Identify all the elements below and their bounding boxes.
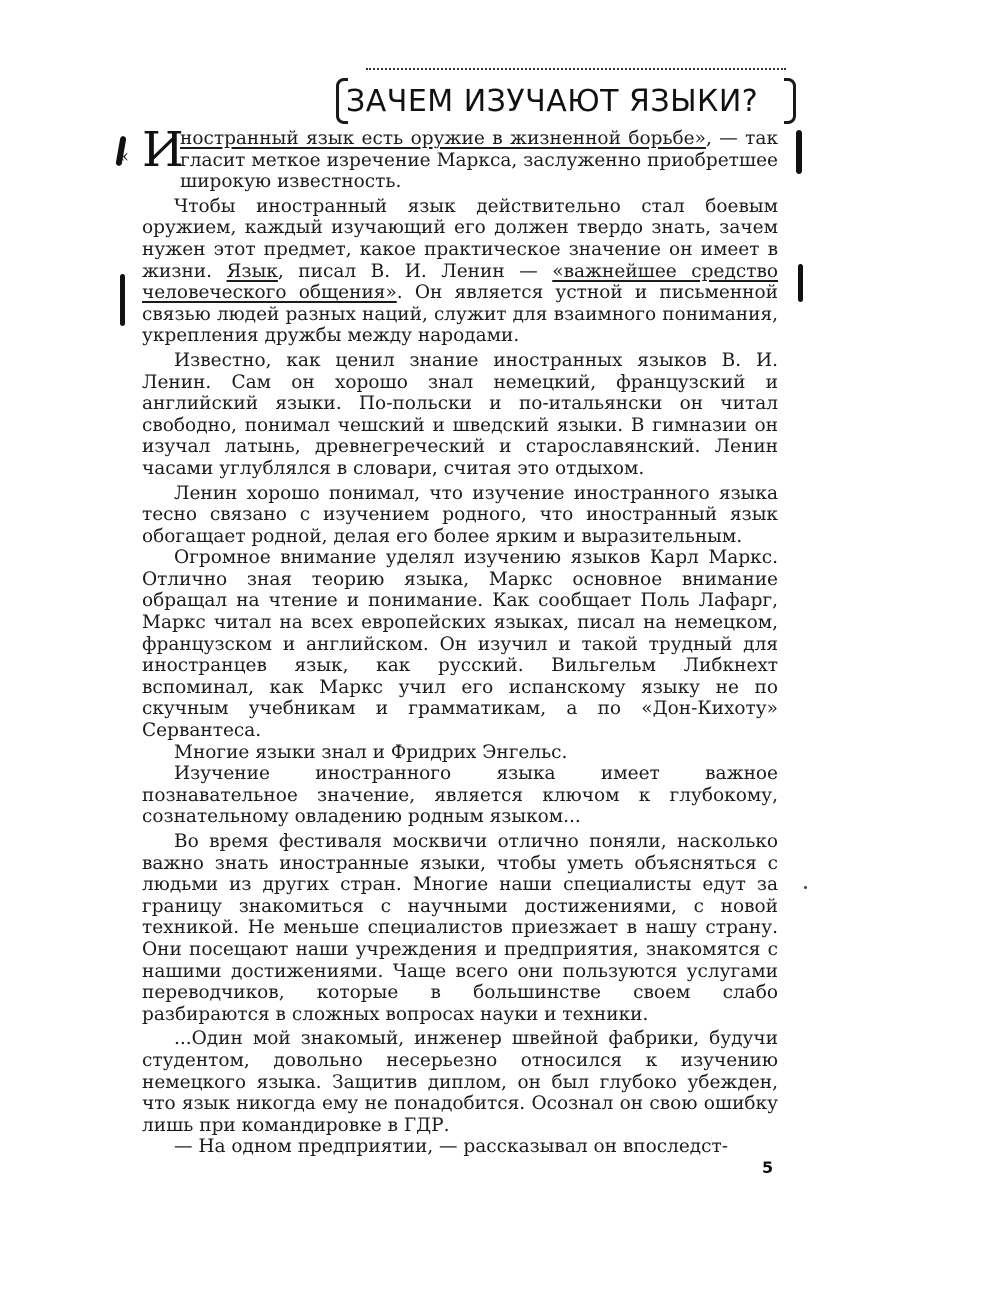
paragraph-2-end: . Он является устной и письменной связью людей разных наций, служит для взаимного понимания, укрепления дружбы между народами. xyxy=(142,282,778,347)
paragraph-3: Известно, как ценил знание иностранных языков В. И. Ленин. Сам он хорошо знал немецкий, французский и английский языки. По-польски и по-итальянски он читал свободно, понимал чешский и шведский языки. В гимназии он изучал латынь, древнегреческий и старославянский. Ленин часами углублялся в словари, считая это отдыхом. xyxy=(142,349,778,479)
title-right-bracket-mark xyxy=(784,78,796,124)
chapter-title: ЗАЧЕМ ИЗУЧАЮТ ЯЗЫКИ? xyxy=(346,84,759,119)
paragraph-6: Многие языки знал и Фридрих Энгельс. xyxy=(174,741,568,763)
body-text xyxy=(118,122,779,1158)
chapter-title-block xyxy=(336,76,796,128)
paragraph-4: Ленин хорошо понимал, что изучение иностранного языка тесно связано с изучением родного, что иностранный язык обогащает родной, делая его более ярким и выразительным. xyxy=(142,482,778,547)
underlined-word: Язык xyxy=(226,260,278,282)
paragraph-9: ...Один мой знакомый, инженер швейной фабрики, будучи студентом, довольно несерьезно относился к изучению немецкого языка. Защитив диплом, он был глубоко убежден, что язык никогда ему не понадобится. Осознал он свою ошибку лишь при командировке в ГДР. xyxy=(142,1028,778,1136)
margin-mark-right-2 xyxy=(798,264,803,302)
paragraph-1 xyxy=(118,122,779,193)
paragraph-10: — На одном предприятии, — рассказывал он впоследст- xyxy=(174,1136,729,1158)
paragraph-1-rest: , — так гласит меткое изречение Маркса, заслуженно приобретшее широкую известность. xyxy=(180,128,779,193)
underlined-lenin-quote: «важнейшее средство человеческого общения» xyxy=(142,260,778,304)
paragraph-2-mid: , писал В. И. Ленин — xyxy=(277,260,553,282)
paragraph-7: Изучение иностранного языка имеет важное познавательное значение, является ключом к глубокому, сознательному овладению родным языком... xyxy=(142,763,778,828)
drop-cap: И xyxy=(142,122,184,178)
print-speck xyxy=(804,886,807,889)
paragraph-2-start: Чтобы иностранный язык действительно стал боевым оружием, каждый изучающий его должен твердо знать, зачем нужен этот предмет, какое практическое значение он имеет в жизни. xyxy=(142,195,778,282)
margin-mark-left-2 xyxy=(120,274,125,326)
page-number: 5 xyxy=(762,1158,774,1177)
underlined-quote: ностранный язык есть оружие в жизненной борьбе» xyxy=(180,128,706,149)
paragraph-2 xyxy=(142,196,778,347)
opening-quote-mark: « xyxy=(118,146,130,167)
margin-mark-right-1 xyxy=(796,130,802,174)
paragraph-5: Огромное внимание уделял изучению языков Карл Маркс. Отлично зная теорию языка, Маркс основное внимание обращал на чтение и понимание. Как сообщает Поль Лафарг, Маркс читал на всех европейских языках, писал на немецком, французском и английском. Он изучил и такой трудный для иностранцев язык, как русский. Вильгельм Либкнехт вспоминал, как Маркс учил его испанскому языку не по скучным учебникам и грамматикам, а по «Дон-Кихоту» Сервантеса. xyxy=(142,547,778,742)
paragraph-8: Во время фестиваля москвичи отлично поняли, насколько важно знать иностранные языки, чтобы уметь объясняться с людьми из других стран. Многие наши специалисты едут за границу знакомиться с научными достижениями, с новой техникой. Не меньше специалистов приезжает в нашу страну. Они посещают наши учреждения и предприятия, знакомятся с нашими достижениями. Чаще всего они пользуются услугами переводчиков, которые в большинстве своем слабо разбираются в сложных вопросах науки и техники. xyxy=(142,831,778,1025)
